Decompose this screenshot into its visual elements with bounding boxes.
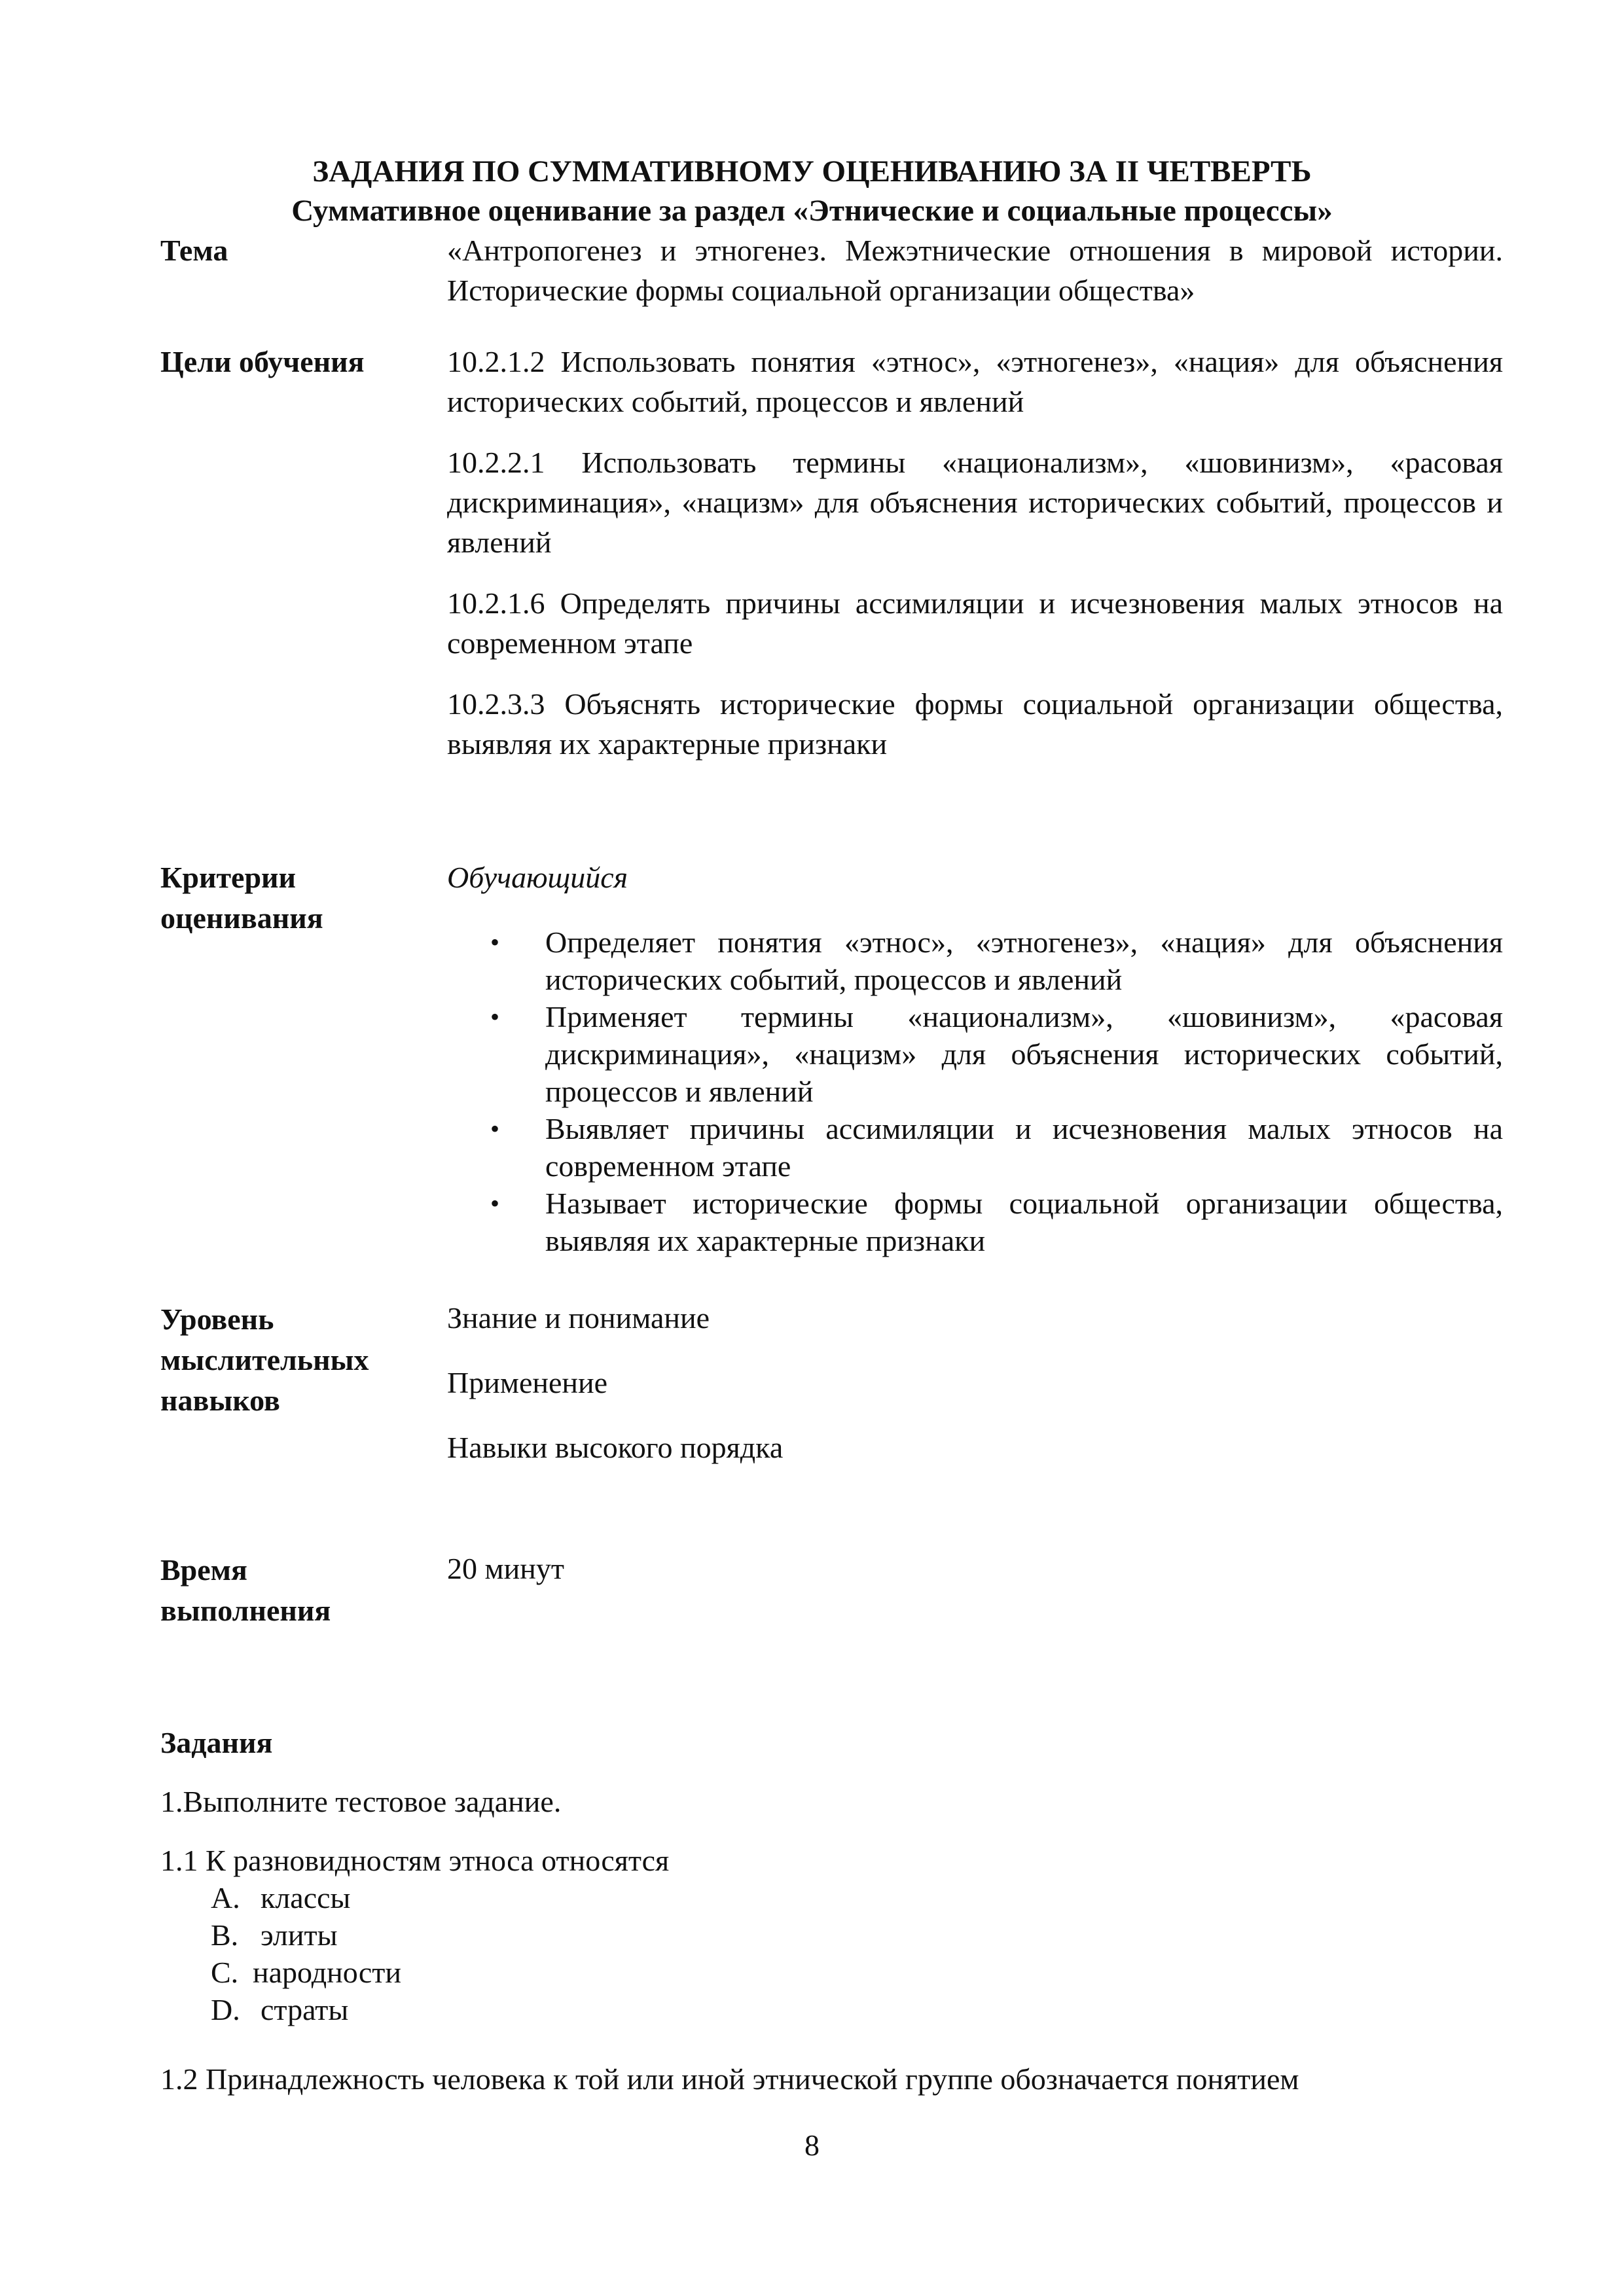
skills-label-line: навыков <box>160 1384 280 1417</box>
skill-item: Навыки высокого порядка <box>447 1431 784 1464</box>
tasks-heading: Задания <box>160 1726 273 1759</box>
bullet-icon: • <box>490 1189 500 1218</box>
criteria-item-text: Выявляет причины ассимиляции и исчезновения малых этносов на современном этапе <box>545 1112 1503 1183</box>
skill-item: Знание и понимание <box>447 1301 710 1335</box>
skill-item: Применение <box>447 1366 608 1399</box>
answer-option <box>211 1879 401 1916</box>
criteria-label-line: оценивания <box>160 901 323 935</box>
goal-item: 10.2.1.2 Использовать понятия «этнос», «этногенез», «нация» для объяснения исторических событий, процессов и явлений <box>447 345 1503 418</box>
topic-text: «Антропогенез и этногенез. Межэтнические отношения в мировой истории. Исторические формы социальной организации общества» <box>447 234 1503 307</box>
option-text: народности <box>253 1956 402 1989</box>
list-item <box>447 924 1503 998</box>
option-letter: C. <box>211 1956 239 1989</box>
skills-label-line: мыслительных <box>160 1343 369 1376</box>
time-value: 20 минут <box>447 1552 564 1585</box>
bullet-icon: • <box>490 1002 500 1031</box>
goals-label: Цели обучения <box>160 345 365 378</box>
skills-label-line: Уровень <box>160 1302 274 1336</box>
goals-list <box>447 342 1503 785</box>
question-1-2: 1.2 Принадлежность человека к той или иной этнической группе обозначается понятием <box>160 2062 1299 2096</box>
criteria-label-line: Критерии <box>160 861 297 894</box>
question-1-1: 1.1 К разновидностям этноса относятся <box>160 1844 670 1877</box>
criteria-label <box>160 857 435 939</box>
time-label <box>160 1550 435 1631</box>
answer-option <box>211 1954 401 1991</box>
list-item <box>447 1110 1503 1185</box>
time-label-line: выполнения <box>160 1594 331 1627</box>
task-instruction: 1.Выполните тестовое задание. <box>160 1785 562 1818</box>
option-text: страты <box>261 1993 349 2026</box>
answer-option <box>211 1916 401 1954</box>
answer-option <box>211 1991 401 2028</box>
list-item <box>447 998 1503 1110</box>
option-text: классы <box>261 1881 351 1914</box>
goal-item: 10.2.3.3 Объяснять исторические формы социальной организации общества, выявляя их характерные признаки <box>447 687 1503 761</box>
topic-label: Тема <box>160 234 228 267</box>
document-subtitle: Суммативное оценивание за раздел «Этнические и социальные процессы» <box>291 194 1333 228</box>
option-letter: B. <box>211 1918 239 1952</box>
bullet-icon: • <box>490 927 500 957</box>
criteria-item-text: Называет исторические формы социальной организации общества, выявляя их характерные признаки <box>545 1187 1503 1257</box>
document-title: ЗАДАНИЯ ПО СУММАТИВНОМУ ОЦЕНИВАНИЮ ЗА II ЧЕТВЕРТЬ <box>312 154 1312 188</box>
criteria-intro: Обучающийся <box>447 861 628 894</box>
criteria-item-text: Применяет термины «национализм», «шовинизм», «расовая дискриминация», «нацизм» для объяснения исторических событий, процессов и явлений <box>545 1000 1503 1108</box>
goal-item: 10.2.2.1 Использовать термины «национализм», «шовинизм», «расовая дискриминация», «нацизм» для объяснения исторических событий, процессов и явлений <box>447 446 1503 559</box>
time-label-line: Время <box>160 1553 247 1587</box>
page-number: 8 <box>804 2128 820 2162</box>
criteria-block <box>447 857 1503 1259</box>
skills-list <box>447 1298 1503 1492</box>
bullet-icon: • <box>490 1114 500 1143</box>
criteria-list <box>447 924 1503 1259</box>
list-item <box>447 1185 1503 1259</box>
option-text: элиты <box>261 1918 338 1952</box>
option-letter: A. <box>211 1881 240 1914</box>
criteria-item-text: Определяет понятия «этнос», «этногенез», «нация» для объяснения исторических событий, процессов и явлений <box>545 925 1503 996</box>
question-1-1-options <box>211 1879 401 2028</box>
goal-item: 10.2.1.6 Определять причины ассимиляции и исчезновения малых этносов на современном этапе <box>447 586 1503 660</box>
skills-label <box>160 1299 435 1421</box>
option-letter: D. <box>211 1993 240 2026</box>
